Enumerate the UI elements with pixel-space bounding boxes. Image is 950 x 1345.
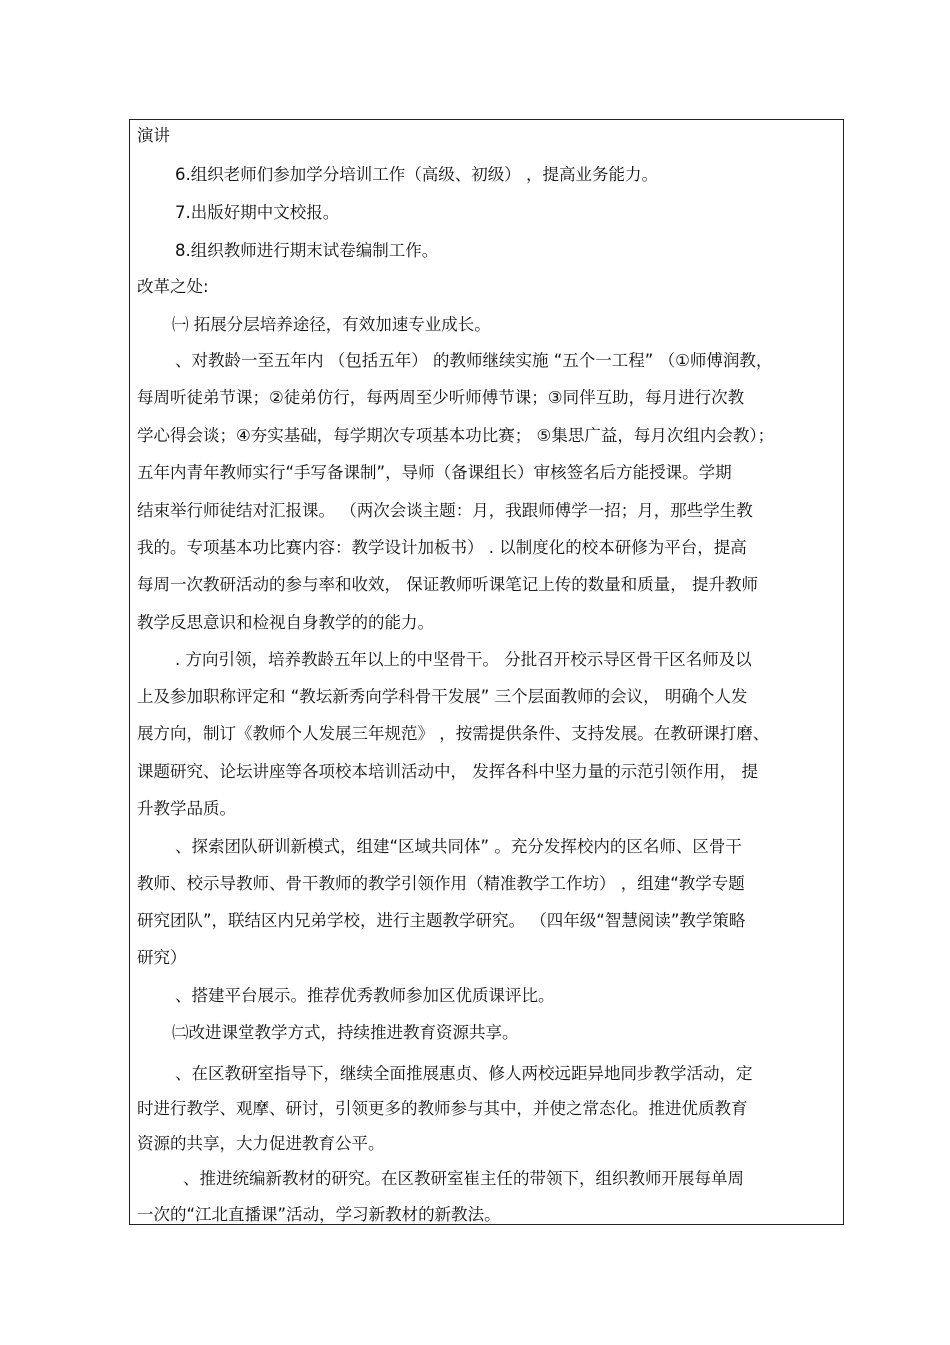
text-line: 教学反思意识和检视自身教学的的能力。 (137, 613, 434, 632)
text-line: 7.出版好期中文校报。 (175, 203, 340, 222)
text-line: 、探索团队研训新模式，组建“区域共同体” 。充分发挥校内的区名师、区骨干 (175, 837, 742, 856)
text-line: 每周一次教研活动的参与率和收效， 保证教师听课笔记上传的数量和质量， 提升教师 (137, 575, 758, 594)
text-line: 展方向，制订《教师个人发展三年规范》 ，按需提供条件、支持发展。在教研课打磨、 (137, 724, 770, 743)
text-line: 、在区教研室指导下，继续全面推展惠贞、修人两校远距异地同步教学活动，定 (175, 1064, 753, 1083)
text-line: 、推进统编新教材的研究。在区教研室崔主任的带领下，组织教师开展每单周 (183, 1169, 744, 1188)
text-line: 每周听徒弟节课；②徒弟仿行，每两周至少听师傅节课；③同伴互助，每月进行次教 (137, 388, 745, 407)
text-line: 一次的“江北直播课”活动，学习新教材的新教法。 (137, 1205, 501, 1224)
text-line: 时进行教学、观摩、研讨，引领更多的教师参与其中，并使之常态化。推进优质教育 (137, 1099, 748, 1118)
text-line: 上及参加职称评定和 “教坛新秀向学科骨干发展” 三个层面教师的会议， 明确个人发 (137, 687, 748, 706)
text-line: 6.组织老师们参加学分培训工作（高级、初级） ，提高业务能力。 (175, 165, 658, 184)
text-line: 研究） (137, 948, 187, 967)
subsection-heading: ㈡改进课堂教学方式，持续推进教育资源共享。 (172, 1023, 519, 1042)
text-line: 课题研究、论坛讲座等各项校本培训活动中， 发挥各科中坚力量的示范引领作用， 提 (137, 762, 758, 781)
text-line: 五年内青年教师实行“手写备课制”，导师（备课组长）审核签名后方能授课。学期 (137, 463, 732, 482)
text-line: 升教学品质。 (137, 799, 236, 818)
text-line: . 方向引领，培养教龄五年以上的中坚骨干。 分批召开校示导区骨干区名师及以 (175, 650, 752, 669)
text-line: 资源的共享，大力促进教育公平。 (137, 1134, 385, 1153)
text-line: 结束举行师徒结对汇报课。 （两次会谈主题：月，我跟师傅学一招；月，那些学生教 (137, 501, 753, 520)
text-line: 教师、校示导教师、骨干教师的教学引领作用（精准教学工作坊） ，组建“教学专题 (137, 874, 745, 893)
section-heading: 改革之处: (137, 277, 209, 296)
text-line: 研究团队”，联结区内兄弟学校，进行主题教学研究。 （四年级“智慧阅读”教学策略 (137, 911, 746, 930)
text-line: 、搭建平台展示。推荐优秀教师参加区优质课评比。 (175, 986, 555, 1005)
text-line: 、对教龄一至五年内 （包括五年） 的教师继续实施 “五个一工程” （①师傅润教， (175, 351, 773, 370)
subsection-heading: ㈠ 拓展分层培养途径，有效加速专业成长。 (172, 315, 491, 334)
content-table-cell (129, 119, 844, 1225)
text-line: 演讲 (137, 126, 170, 145)
text-line: 8.组织教师进行期末试卷编制工作。 (175, 241, 439, 260)
text-line: 学心得会谈；④夯实基础，每学期次专项基本功比赛； ⑤集思广益，每月次组内会教）； (137, 426, 775, 445)
text-line: 我的。专项基本功比赛内容：教学设计加板书） . 以制度化的校本研修为平台，提高 (137, 538, 747, 557)
